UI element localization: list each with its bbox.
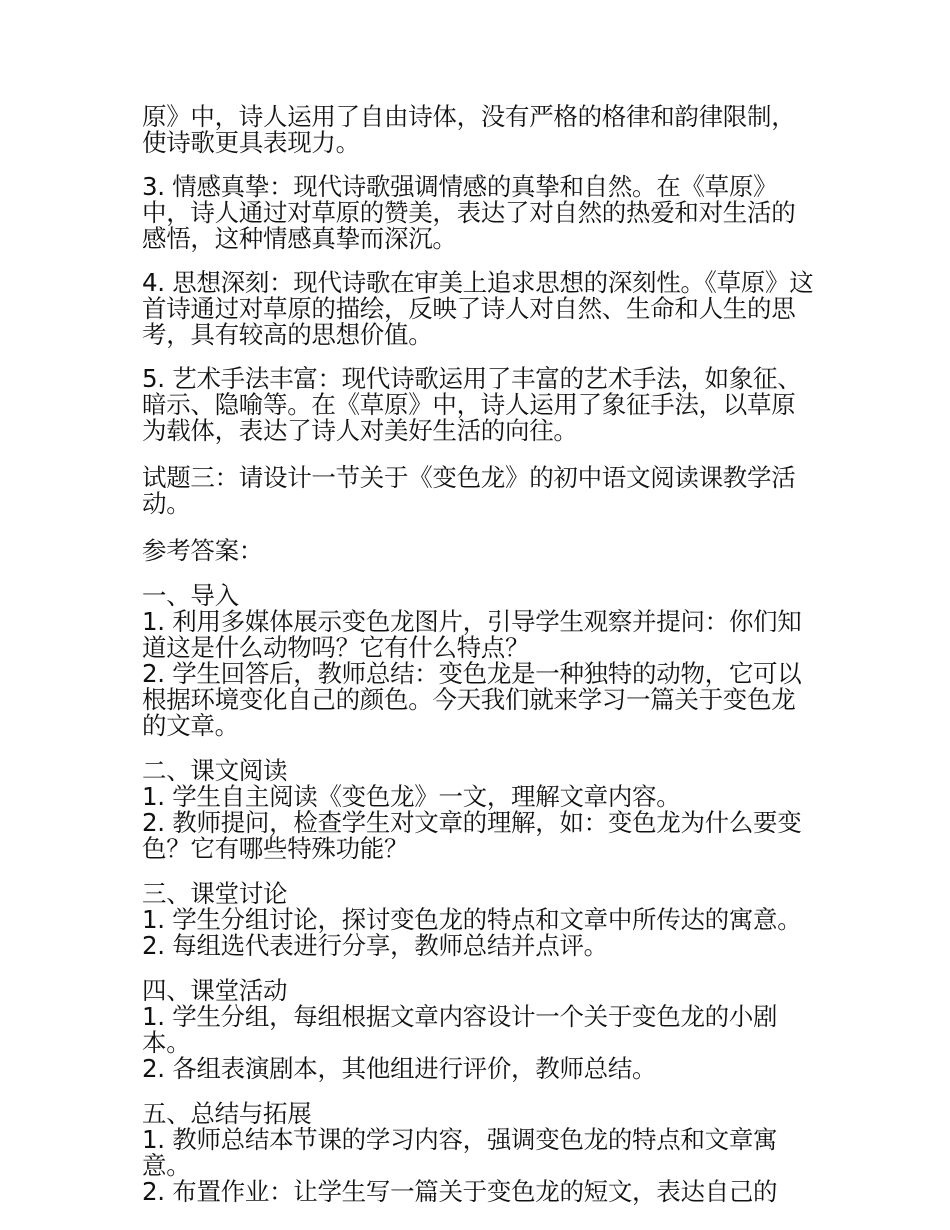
section-item: 1. 利用多媒体展示变色龙图片，引导学生观察并提问：你们知道这是什么动物吗？它有什么特点？ (142, 607, 802, 662)
section-title: 三、课堂讨论 (142, 879, 288, 908)
section-item: 1. 学生分组讨论，探讨变色龙的特点和文章中所传达的寓意。 (142, 905, 802, 934)
section-title: 四、课堂活动 (142, 976, 288, 1005)
section-item: 1. 学生自主阅读《变色龙》一文，理解文章内容。 (142, 782, 681, 811)
section-item: 2. 每组选代表进行分享，教师总结并点评。 (142, 931, 608, 960)
document-body (142, 104, 814, 1205)
section-reading (142, 758, 814, 862)
section-item: 2. 教师提问，检查学生对文章的理解，如：变色龙为什么要变色？它有哪些特殊功能？ (142, 808, 802, 863)
section-item: 2. 各组表演剧本，其他组进行评价，教师总结。 (142, 1054, 657, 1083)
intro-continuation: 原》中，诗人运用了自由诗体，没有严格的格律和韵律限制，使诗歌更具表现力。 (142, 102, 796, 157)
section-title: 一、导入 (142, 581, 239, 610)
section-title: 五、总结与拓展 (142, 1099, 312, 1128)
section-title: 二、课文阅读 (142, 756, 288, 785)
section-item: 2. 学生回答后，教师总结：变色龙是一种独特的动物，它可以根据环境变化自己的颜色。今天我们就来学习一篇关于变色龙的文章。 (142, 659, 802, 740)
section-intro (142, 583, 814, 739)
question-three: 试题三：请设计一节关于《变色龙》的初中语文阅读课教学活动。 (142, 463, 796, 518)
section-item: 2. 布置作业：让学生写一篇关于变色龙的短文，表达自己的 (142, 1177, 778, 1206)
answer-label: 参考答案： (142, 536, 263, 565)
point-technique: 5. 艺术手法丰富：现代诗歌运用了丰富的艺术手法，如象征、暗示、隐喻等。在《草原》中，诗人运用了象征手法，以草原为载体，表达了诗人对美好生活的向往。 (142, 364, 802, 445)
point-emotion: 3. 情感真挚：现代诗歌强调情感的真挚和自然。在《草原》中，诗人通过对草原的赞美，表达了对自然的热爱和对生活的感悟，这种情感真挚而深沉。 (142, 172, 796, 253)
section-item: 1. 学生分组，每组根据文章内容设计一个关于变色龙的小剧本。 (142, 1002, 778, 1057)
section-discussion (142, 881, 814, 959)
section-item: 1. 教师总结本节课的学习内容，强调变色龙的特点和文章寓意。 (142, 1125, 778, 1180)
point-thought: 4. 思想深刻：现代诗歌在审美上追求思想的深刻性。《草原》这首诗通过对草原的描绘，反映了诗人对自然、生命和人生的思考，具有较高的思想价值。 (142, 268, 814, 349)
section-activity (142, 978, 814, 1082)
section-summary (142, 1101, 814, 1205)
